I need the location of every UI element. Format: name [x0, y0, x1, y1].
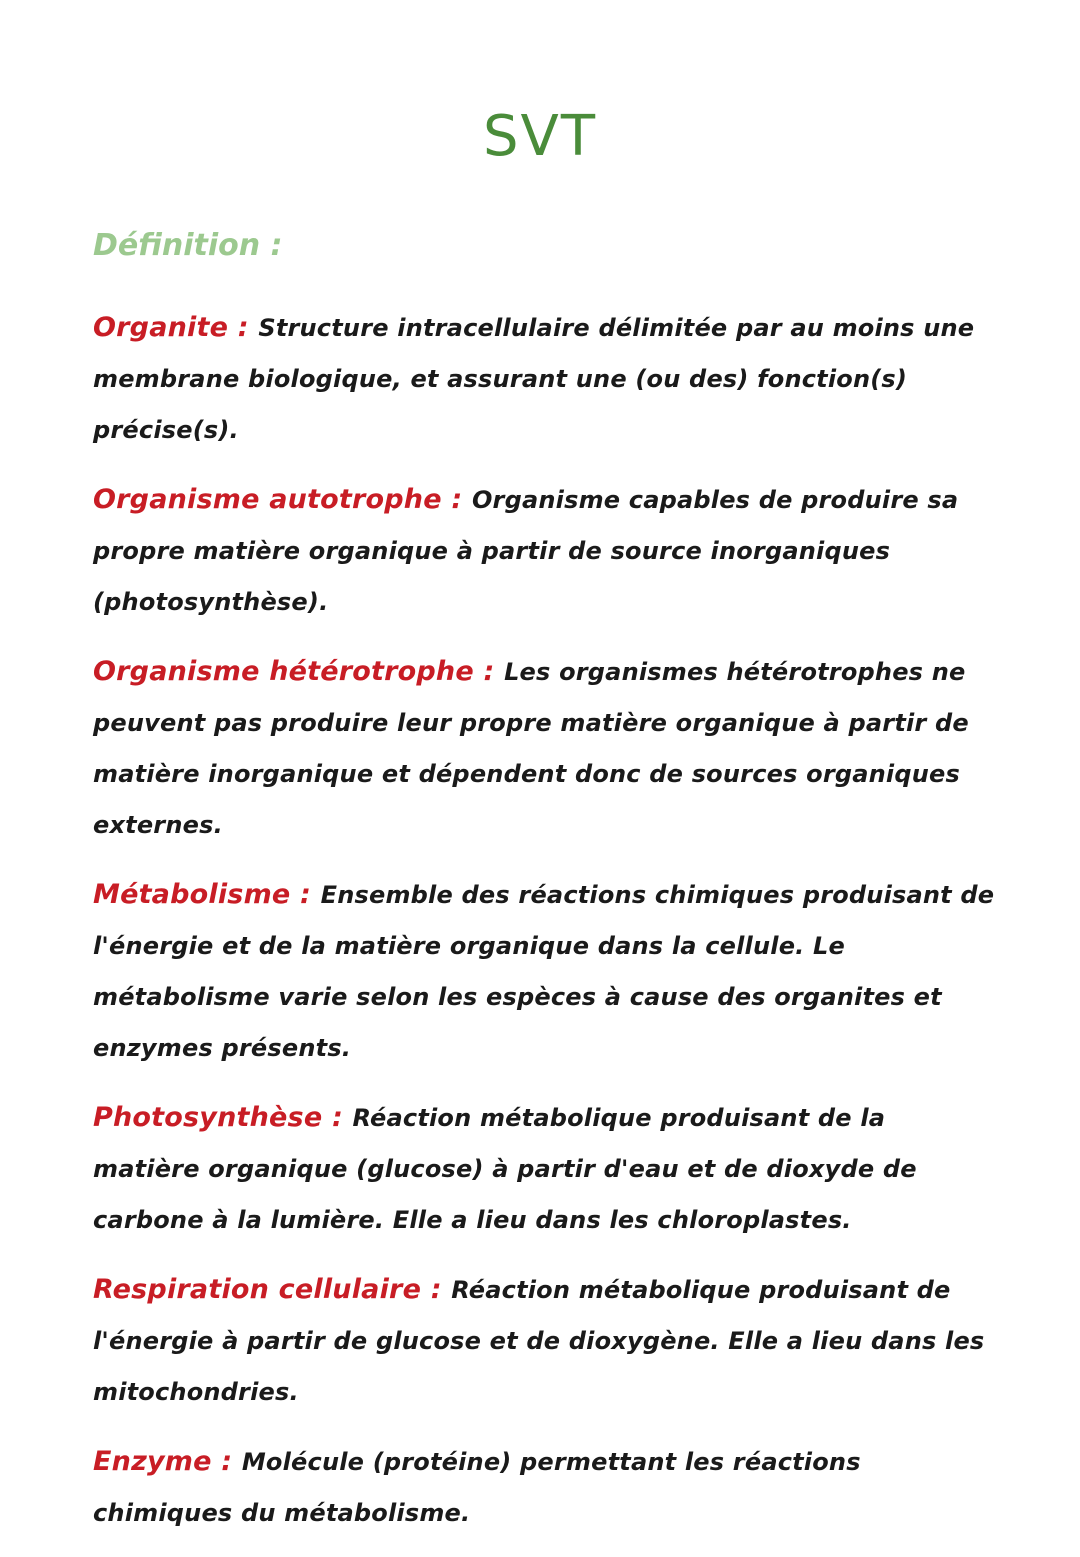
section-heading: Définition : [93, 228, 283, 263]
definition-term: Organite [93, 312, 229, 343]
definition-term: Organisme autotrophe [93, 484, 442, 515]
term-separator: : [322, 1102, 353, 1133]
term-separator: : [473, 656, 505, 687]
definition-term: Métabolisme [93, 879, 291, 910]
definition-text: Organisme capables de produire sa propre matière organique à partir de source inorganiques (photosynthèse). [93, 486, 959, 616]
definition-text: Structure intracellulaire délimitée par au moins une membrane biologique, et assurant une (ou des) fonction(s) précise(s). [93, 314, 975, 444]
term-separator: : [290, 879, 321, 910]
definition-item [93, 646, 998, 851]
definition-item [93, 1436, 998, 1539]
term-separator: : [421, 1274, 452, 1305]
definition-text: Ensemble des réactions chimiques produisant de l'énergie et de la matière organique dans la cellule. Le métabolisme varie selon les espèces à cause des organites et enzymes présents. [93, 881, 995, 1062]
term-separator: : [441, 484, 472, 515]
definition-list [93, 302, 998, 1557]
definition-text: Réaction métabolique produisant de la matière organique (glucose) à partir d'eau et de dioxyde de carbone à la lumière. Elle a lieu dans les chloroplastes. [93, 1104, 917, 1234]
definition-item [93, 1264, 998, 1418]
definition-item [93, 869, 998, 1074]
definition-item [93, 1092, 998, 1246]
term-separator: : [228, 312, 259, 343]
definition-term: Respiration cellulaire [93, 1274, 422, 1305]
definition-text: Molécule (protéine) permettant les réactions chimiques du métabolisme. [93, 1448, 861, 1527]
definition-term: Organisme hétérotrophe [93, 656, 474, 687]
definition-term: Photosynthèse [93, 1102, 323, 1133]
definition-item [93, 302, 998, 456]
page-title: SVT [482, 104, 598, 169]
definition-term: Enzyme [93, 1446, 212, 1477]
definition-item [93, 474, 998, 628]
definition-text: Réaction métabolique produisant de l'énergie à partir de glucose et de dioxygène. Elle a lieu dans les mitochondries. [93, 1276, 985, 1406]
definition-text: Les organismes hétérotrophes ne peuvent pas produire leur propre matière organique à partir de matière inorganique et dépendent donc de sources organiques externes. [93, 658, 969, 839]
term-separator: : [211, 1446, 242, 1477]
